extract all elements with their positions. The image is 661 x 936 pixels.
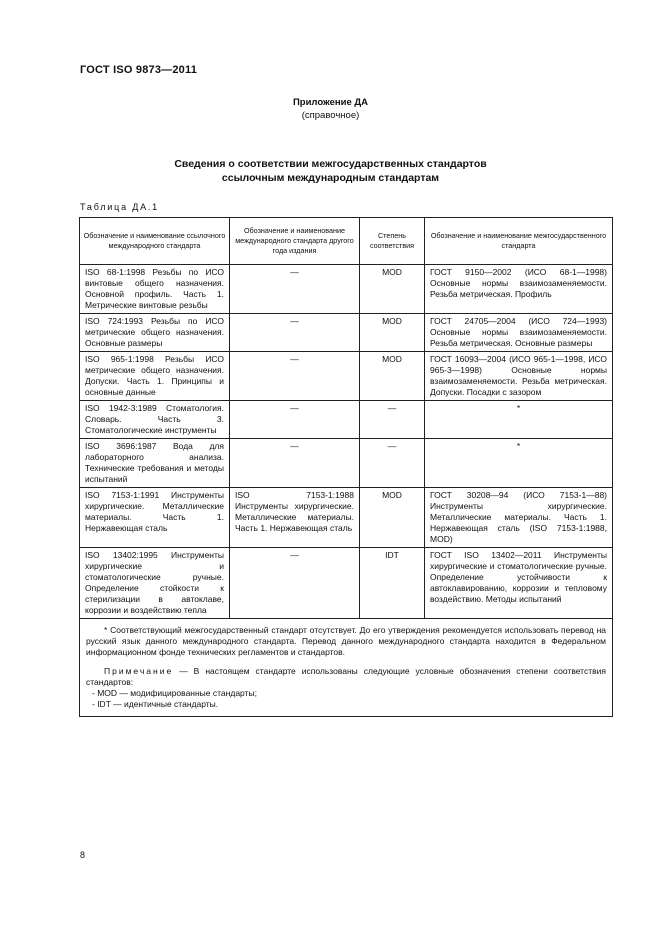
- table-row: [80, 439, 613, 488]
- table-row: [80, 401, 613, 439]
- cell-gost: *: [425, 439, 613, 488]
- cell-ref-standard: ISO 7153-1:1991 Инструменты хирургические. Металлические материалы. Часть 1. Нержавеющая сталь: [80, 488, 230, 548]
- annex-heading-line1: Сведения о соответствии межгосударственных стандартов: [174, 158, 487, 170]
- cell-degree: IDT: [360, 548, 425, 619]
- cell-gost: ГОСТ 16093—2004 (ИСО 965-1—1998, ИСО 965-3—1998) Основные нормы взаимозаменяемости. Резьба метрическая. Допуски. Посадки с зазором: [425, 352, 613, 401]
- cell-degree: MOD: [360, 352, 425, 401]
- document-id: ГОСТ ISO 9873—2011: [80, 64, 198, 76]
- note-item-idt: - IDT — идентичные стандарты.: [92, 699, 219, 709]
- annex-heading: [0, 157, 661, 185]
- cell-gost: ГОСТ 30208—94 (ИСО 7153-1—88) Инструменты хирургические. Металлические материалы. Часть 1. Нержавеющая сталь (ISO 7153-1:1988, MOD): [425, 488, 613, 548]
- header-gost: Обозначение и наименование межгосударственного стандарта: [425, 218, 613, 265]
- cell-gost: *: [425, 401, 613, 439]
- table-caption: Таблица ДА.1: [80, 202, 159, 212]
- cell-gost: ГОСТ 24705—2004 (ИСО 724—1993) Основные нормы взаимозаменяемости. Резьба метрическая. Основные размеры: [425, 314, 613, 352]
- cell-other-edition: —: [230, 401, 360, 439]
- cell-ref-standard: ISO 3696:1987 Вода для лабораторного анализа. Технические требования и методы испытаний: [80, 439, 230, 488]
- page-number: 8: [80, 850, 86, 860]
- table-row: [80, 352, 613, 401]
- cell-degree: MOD: [360, 265, 425, 314]
- cell-degree: MOD: [360, 314, 425, 352]
- table-row: [80, 488, 613, 548]
- header-degree: Степень соответствия: [360, 218, 425, 265]
- cell-degree: MOD: [360, 488, 425, 548]
- cell-gost: ГОСТ 9150—2002 (ИСО 68-1—1998) Основные нормы взаимозаменяемости. Резьба метрическая. Профиль: [425, 265, 613, 314]
- table-row: [80, 314, 613, 352]
- table-row: [80, 548, 613, 619]
- table-row: [80, 265, 613, 314]
- cell-ref-standard: ISO 965-1:1998 Резьбы ИСО метрические общего назначения. Допуски. Часть 1. Принципы и основные данные: [80, 352, 230, 401]
- cell-ref-standard: ISO 724:1993 Резьбы по ИСО метрические общего назначения. Основные размеры: [80, 314, 230, 352]
- cell-other-edition: —: [230, 314, 360, 352]
- annex-title: Приложение ДА: [292, 97, 369, 108]
- cell-gost: ГОСТ ISO 13402—2011 Инструменты хирургические и стоматологические ручные. Определение устойчивости к автоклавированию, коррозии и тепловому воздействию. Методы испытаний: [425, 548, 613, 619]
- note-item-mod: - MOD — модифицированные стандарты;: [92, 688, 257, 698]
- cell-other-edition: ISO 7153-1:1988 Инструменты хирургические. Металлические материалы. Часть 1. Нержавеющая сталь: [230, 488, 360, 548]
- cell-other-edition: —: [230, 548, 360, 619]
- cell-degree: —: [360, 439, 425, 488]
- header-other-edition: Обозначение и наименование международного стандарта другого года издания: [230, 218, 360, 265]
- note-label: Примечание: [104, 666, 174, 676]
- cell-other-edition: —: [230, 265, 360, 314]
- cell-degree: —: [360, 401, 425, 439]
- footnote: * Соответствующий межгосударственный стандарт отсутствует. До его утверждения рекомендуется использовать перевод на русский язык данного международного стандарта. Перевод данного международного стандарта находится в Федеральном информационном фонде технических регламентов и стандартов.: [86, 625, 606, 657]
- header-ref-standard: Обозначение и наименование ссылочного международного стандарта: [80, 218, 230, 265]
- table-footer: [80, 619, 613, 717]
- cell-other-edition: —: [230, 352, 360, 401]
- table-footer-row: [80, 619, 613, 717]
- note: [86, 666, 606, 688]
- correspondence-table: [79, 217, 613, 717]
- cell-ref-standard: ISO 68-1:1998 Резьбы по ИСО винтовые общего назначения. Основной профиль. Часть 1. Метрические винтовые резьбы: [80, 265, 230, 314]
- table-header-row: [80, 218, 613, 265]
- annex-subtitle: (справочное): [301, 110, 360, 121]
- note-text: — В настоящем стандарте использованы следующие условные обозначения степени соответствия стандартов:: [86, 666, 606, 687]
- annex-heading-line2: ссылочным международным стандартам: [221, 172, 440, 184]
- cell-other-edition: —: [230, 439, 360, 488]
- cell-ref-standard: ISO 1942-3:1989 Стоматология. Словарь. Часть 3. Стоматологические инструменты: [80, 401, 230, 439]
- cell-ref-standard: ISO 13402:1995 Инструменты хирургические и стоматологические ручные. Определение стойкости к стерилизации в автоклаве, коррозии и воздействию тепла: [80, 548, 230, 619]
